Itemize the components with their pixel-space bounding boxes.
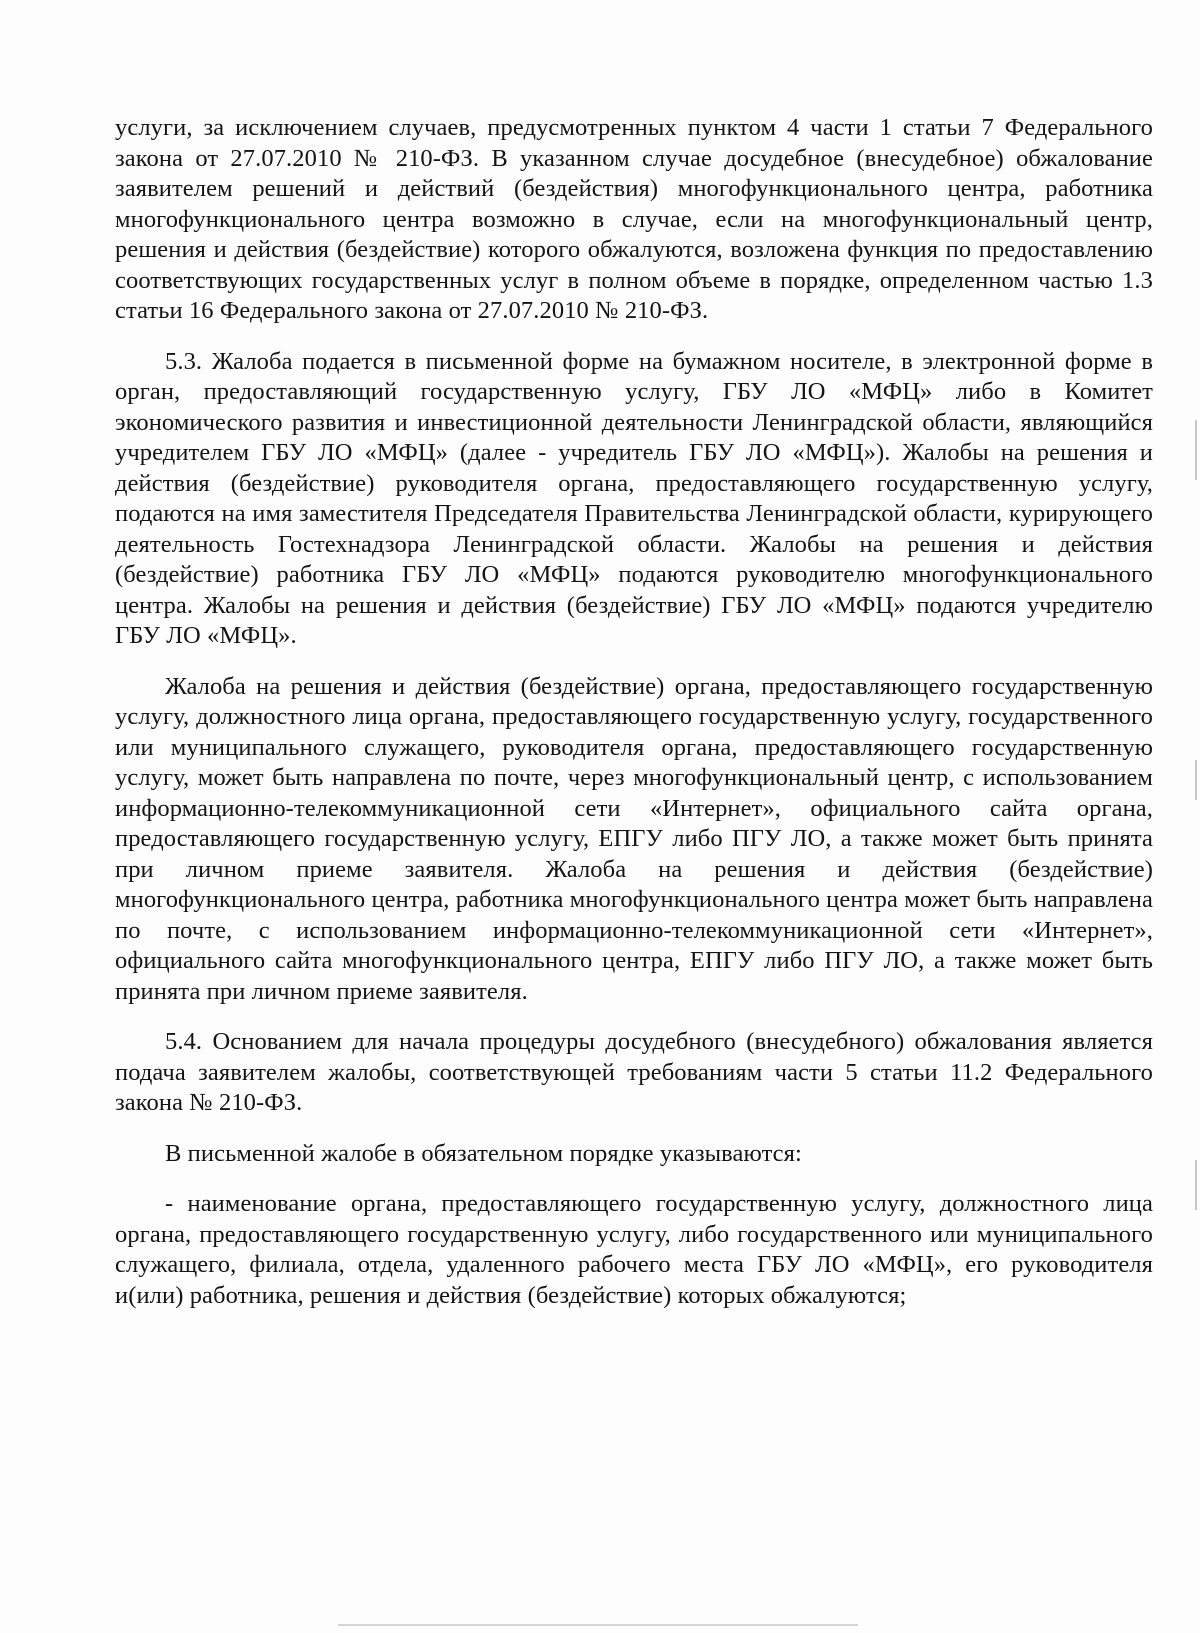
paragraph-complaint-delivery: Жалоба на решения и действия (бездействие) органа, предоставляющего государственную услугу, должностного лица органа, предоставляющего государственную услугу, государственного или муниципального служащего, руководителя органа, предоставляющего государственную услугу, может быть направлена по почте, через многофункциональный центр, с использованием информационно-телекоммуникационной сети «Интернет», официального сайта органа, предоставляющего государственную услугу, ЕПГУ либо ПГУ ЛО, а также может быть принята при личном приеме заявителя. Жалоба на решения и действия (бездействие) многофункционального центра, работника многофункционального центра может быть направлена по почте, с использованием информационно-телекоммуникационной сети «Интернет», официального сайта многофункционального центра, ЕПГУ либо ПГУ ЛО, а также может быть принята при личном приеме заявителя. [115,672,1153,1005]
scan-artifact [1195,760,1197,800]
paragraph-required-items-intro: В письменной жалобе в обязательном порядке указываются: [165,1139,802,1167]
scan-artifact-bottom [338,1624,858,1626]
list-item-authority-name: - наименование органа, предоставляющего государственную услугу, должностного лица органа, предоставляющего государственную услугу, либо государственного или муниципального служащего, филиала, отдела, удаленного рабочего места ГБУ ЛО «МФЦ», его руководителя и(или) работника, решения и действия (бездействие) которых обжалуются; [115,1190,1153,1309]
paragraph-5-4: 5.4. Основанием для начала процедуры досудебного (внесудебного) обжалования является подача заявителем жалобы, соответствующей требованиям части 5 статьи 11.2 Федерального закона № 210-ФЗ. [115,1028,1153,1116]
scan-artifact [1195,420,1197,480]
document-body [115,113,1153,1331]
paragraph-continuation: услуги, за исключением случаев, предусмотренных пунктом 4 части 1 статьи 7 Федерального закона от 27.07.2010 № 210-ФЗ. В указанном случае досудебное (внесудебное) обжалование заявителем решений и действий (бездействия) многофункционального центра, работника многофункционального центра возможно в случае, если на многофункциональный центр, решения и действия (бездействие) которого обжалуются, возложена функция по предоставлению соответствующих государственных услуг в полном объеме в порядке, определенном частью 1.3 статьи 16 Федерального закона от 27.07.2010 № 210-ФЗ. [115,114,1153,324]
scan-artifact [1195,1160,1197,1210]
paragraph-5-3: 5.3. Жалоба подается в письменной форме на бумажном носителе, в электронной форме в орган, предоставляющий государственную услугу, ГБУ ЛО «МФЦ» либо в Комитет экономического развития и инвестиционной деятельности Ленинградской области, являющийся учредителем ГБУ ЛО «МФЦ» (далее - учредитель ГБУ ЛО «МФЦ»). Жалобы на решения и действия (бездействие) руководителя органа, предоставляющего государственную услугу, подаются на имя заместителя Председателя Правительства Ленинградской области, курирующего деятельность Гостехнадзора Ленинградской области. Жалобы на решения и действия (бездействие) работника ГБУ ЛО «МФЦ» подаются руководителю многофункционального центра. Жалобы на решения и действия (бездействие) ГБУ ЛО «МФЦ» подаются учредителю ГБУ ЛО «МФЦ». [115,347,1153,649]
